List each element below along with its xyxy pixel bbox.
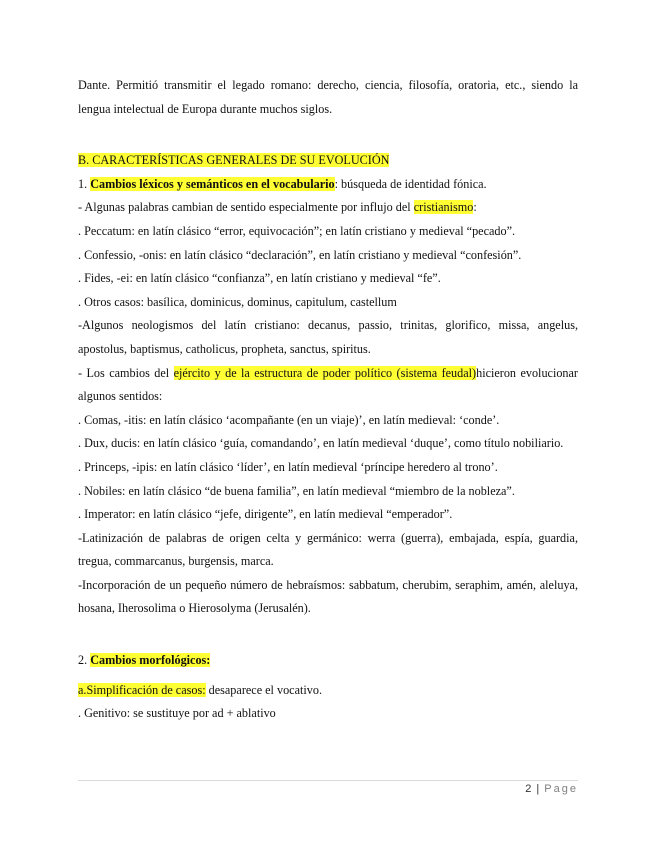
page-content (78, 74, 578, 726)
page-footer (78, 783, 578, 795)
intro-paragraph: Dante. Permitió transmitir el legado romano: derecho, ciencia, filosofía, oratoria, etc., siendo la lengua intelectual de Europa durante muchos siglos. (78, 78, 578, 116)
fides-line: . Fides, -ei: en latín clásico “confianza”, en latín cristiano y medieval “fe”. (78, 271, 441, 286)
item-2-prefix: 2. (78, 653, 91, 668)
princeps-line: . Princeps, -ipis: en latín clásico ‘líder’, en latín medieval ‘príncipe heredero al trono’. (78, 459, 498, 474)
line-ejercito-post: hicieron evolucionar algunos sentidos: (78, 365, 578, 404)
item-2-heading (78, 649, 578, 673)
spacer (78, 621, 578, 649)
page-label: Page (544, 783, 578, 795)
neologismos-paragraph: -Algunos neologismos del latín cristiano: decanus, passio, trinitas, glorifico, missa, angelus, apostolus, baptismus, catholicus, propheta, sanctus, spiritus. (78, 318, 578, 356)
spacer (78, 121, 578, 149)
item-1-heading (78, 173, 578, 197)
line-cristianismo-pre: - Algunas palabras cambian de sentido especialmente por influjo del (78, 200, 414, 215)
imperator-line: . Imperator: en latín clásico “jefe, dirigente”, en latín medieval “emperador”. (78, 507, 453, 522)
item-1-bold: Cambios léxicos y semánticos en el vocabulario (90, 176, 335, 191)
item-2-bold: Cambios morfológicos: (90, 653, 211, 668)
item-2a-rest: desaparece el vocativo. (205, 682, 323, 697)
item-2a-highlight: a.Simplificación de casos: (78, 682, 206, 697)
section-b-heading-text: B. CARACTERÍSTICAS GENERALES DE SU EVOLUCIÓN (78, 153, 390, 168)
line-cristianismo-post: : (473, 200, 477, 215)
cristianismo-highlight: cristianismo (413, 200, 474, 215)
line-ejercito-pre: - Los cambios del (78, 365, 174, 380)
item-1-rest: : búsqueda de identidad fónica. (334, 176, 487, 191)
item-2a-line (78, 679, 578, 703)
nobiles-line: . Nobiles: en latín clásico “de buena familia”, en latín medieval “miembro de la nobleza”. (78, 483, 515, 498)
hebraismos-paragraph: -Incorporación de un pequeño número de hebraísmos: sabbatum, cherubim, seraphim, amén, aleluya, hosana, Iherosolima o Hierosolyma (Jerusalén). (78, 577, 578, 616)
latinizacion-paragraph: -Latinización de palabras de origen celta y germánico: werra (guerra), embajada, espía, guardia, tregua, commarcanus, burgensis, marca. (78, 530, 578, 569)
peccatum-line: . Peccatum: en latín clásico “error, equivocación”; en latín cristiano y medieval “pecado”. (78, 223, 516, 238)
item-1-prefix: 1. (78, 176, 91, 191)
page-number: 2 (525, 783, 532, 795)
line-cristianismo (78, 196, 578, 220)
comas-line: . Comas, -itis: en latín clásico ‘acompañante (en un viaje)’, en latín medieval: ‘conde’. (78, 412, 500, 427)
genitivo-line: . Genitivo: se sustituye por ad + ablativo (78, 706, 276, 721)
otros-line: . Otros casos: basílica, dominicus, dominus, capitulum, castellum (78, 294, 397, 309)
line-ejercito (78, 362, 578, 409)
confessio-line: . Confessio, -onis: en latín clásico “declaración”, en latín cristiano y medieval “confesión”. (78, 247, 522, 262)
section-b-heading (78, 149, 578, 173)
ejercito-highlight: ejército y de la estructura de poder político (sistema feudal) (173, 365, 477, 380)
footer-separator: | (536, 783, 540, 795)
footer-divider (78, 780, 578, 781)
dux-paragraph: . Dux, ducis: en latín clásico ‘guía, comandando’, en latín medieval ‘duque’, como título nobiliario. (78, 436, 564, 451)
